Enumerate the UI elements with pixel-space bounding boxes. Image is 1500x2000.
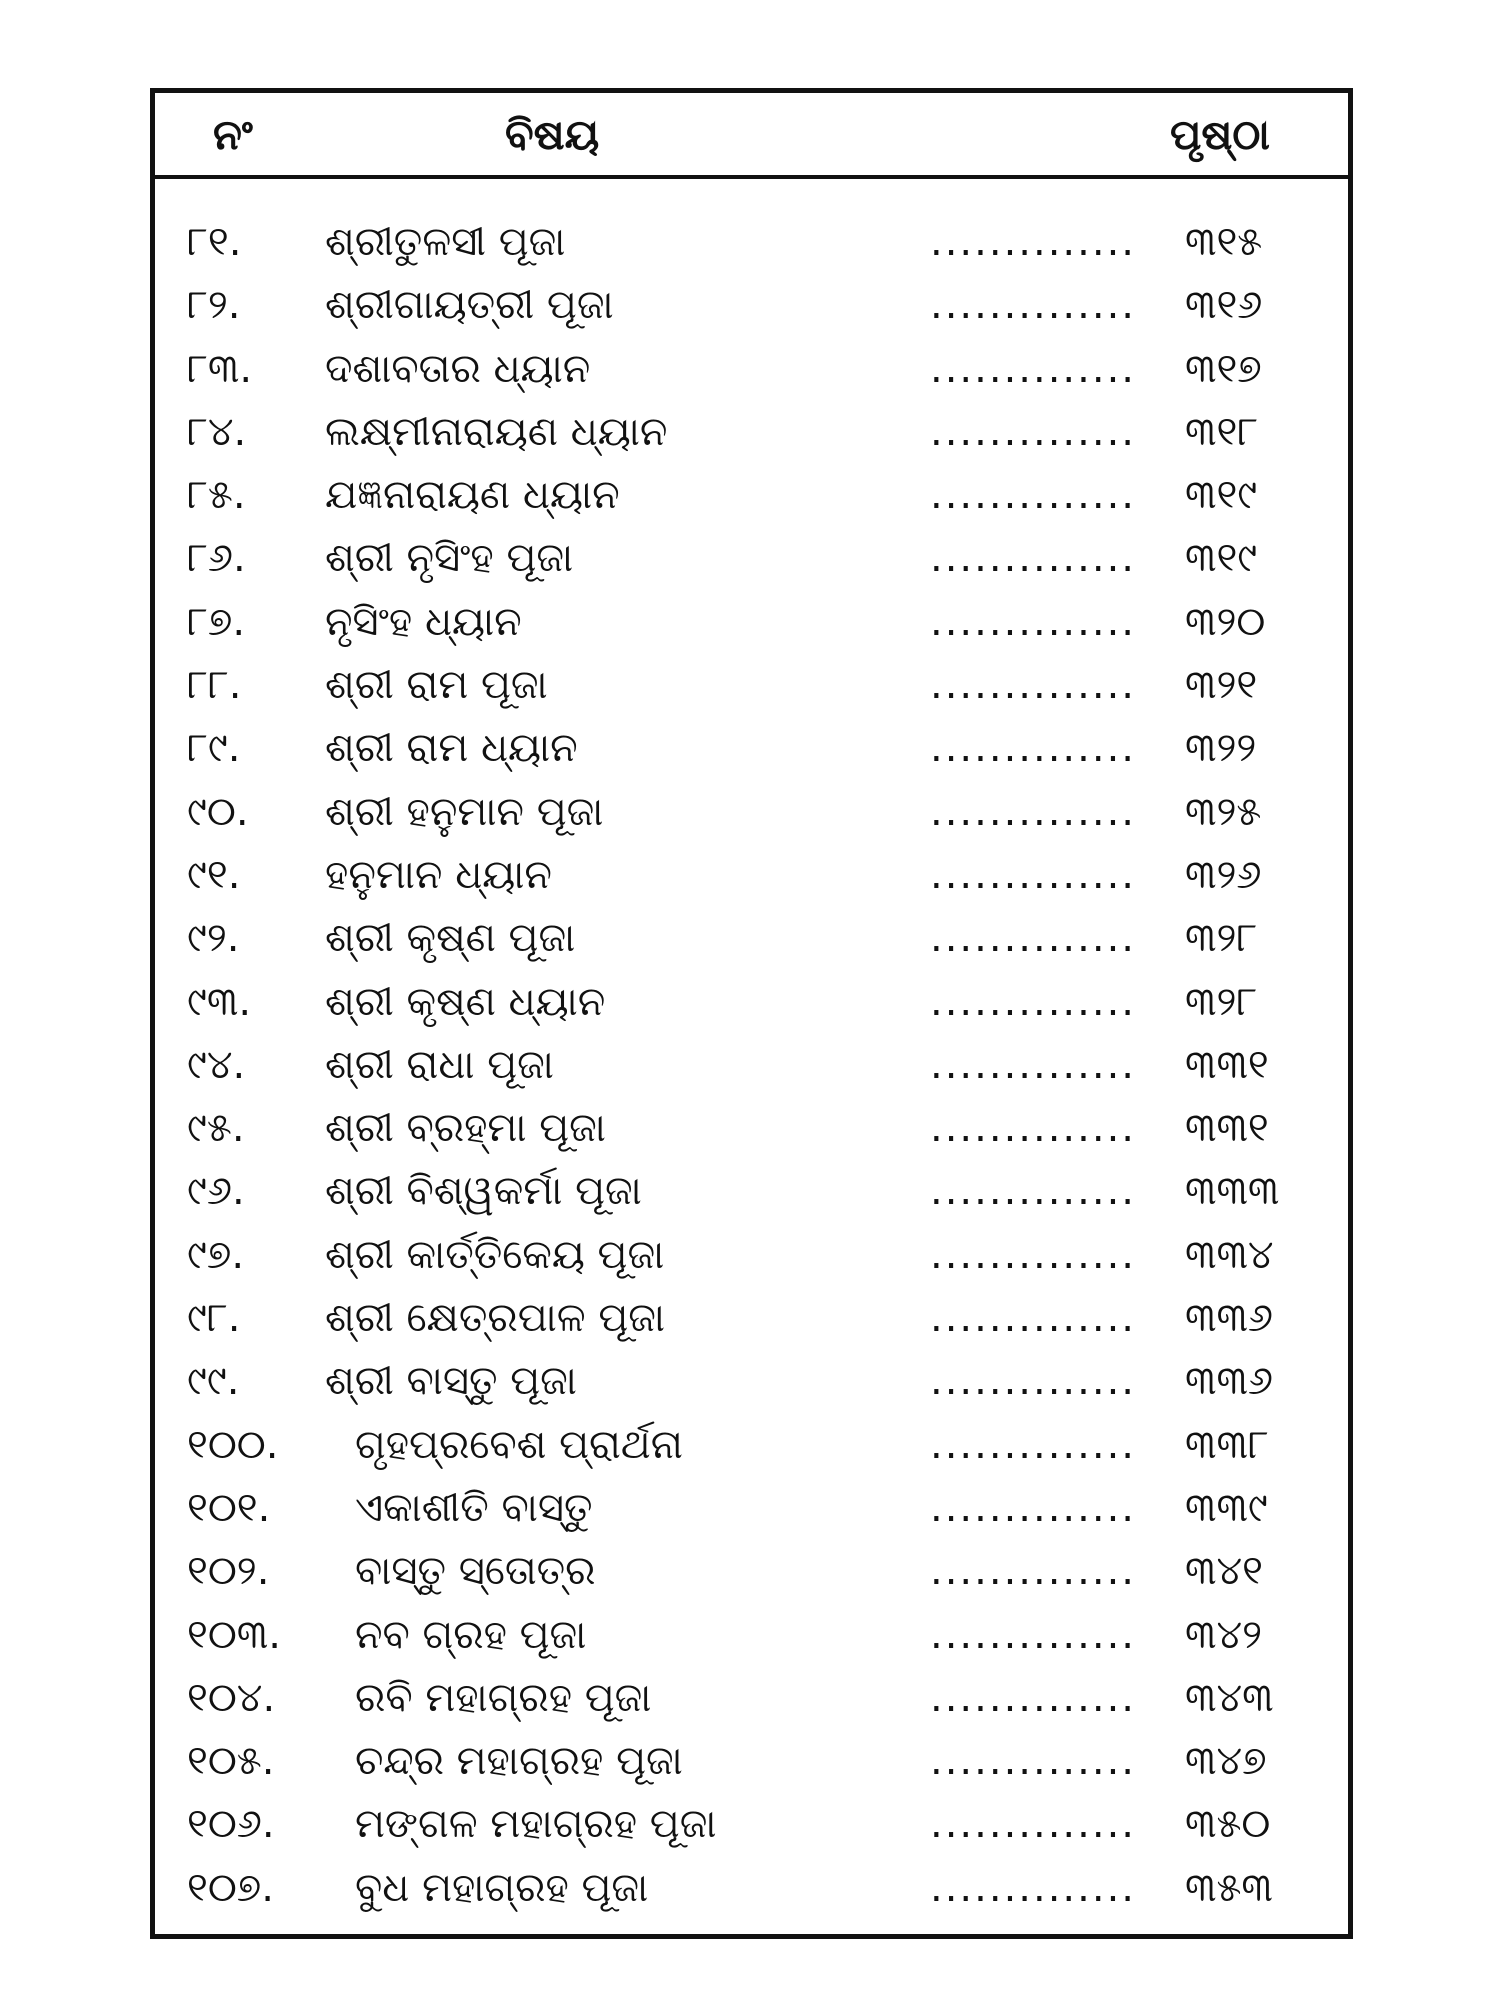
entry-number: ୯୧. (187, 851, 241, 898)
entry-page: ୩୫୦ (1185, 1801, 1271, 1848)
dot-leader: .............. (930, 598, 1137, 645)
entry-number: ୯୬. (187, 1168, 245, 1215)
entry-title: ବାସ୍ତୁ ସ୍ତୋତ୍ର (355, 1548, 596, 1595)
dot-leader: .............. (930, 345, 1137, 392)
dot-leader: .............. (930, 1738, 1137, 1785)
entry-page: ୩୧୮ (1185, 408, 1259, 455)
entry-number: ୮୬. (187, 535, 246, 582)
entry-page: ୩୨୬ (1185, 851, 1262, 898)
entry-title: ଶ୍ରୀ ନୃସିଂହ ପୂଜା (325, 535, 574, 582)
entry-title: ମଙ୍ଗଳ ମହାଗ୍ରହ ପୂଜା (355, 1801, 717, 1848)
entry-page: ୩୩୩ (1185, 1168, 1280, 1215)
entry-page: ୩୨୮ (1185, 978, 1258, 1025)
entry-number: ୯୯. (187, 1358, 240, 1405)
header-number: ନଂ (213, 110, 253, 159)
list-item (155, 1667, 1348, 1730)
list-item (155, 211, 1348, 274)
entry-title: ଶ୍ରୀ ରାଧା ପୂଜା (325, 1041, 554, 1088)
entry-title: ଶ୍ରୀ କାର୍ତ୍ତିକେୟ ପୂଜା (325, 1231, 665, 1278)
entry-page: ୩୩୮ (1185, 1421, 1269, 1468)
entry-title: ବୁଧ ମହାଗ୍ରହ ପୂଜା (355, 1864, 649, 1911)
dot-leader: .............. (930, 472, 1137, 519)
list-item (155, 971, 1348, 1034)
dot-leader: .............. (930, 408, 1137, 455)
dot-leader: .............. (930, 1484, 1137, 1531)
list-item (155, 717, 1348, 780)
entry-title: ଯଜ୍ଞନାରାୟଣ ଧ୍ୟାନ (325, 472, 620, 519)
dot-leader: .............. (930, 915, 1137, 962)
list-item (155, 654, 1348, 717)
dot-leader: .............. (930, 1421, 1137, 1468)
entry-number: ୯୦. (187, 788, 249, 835)
entry-page: ୩୨୫ (1185, 788, 1262, 835)
dot-leader: .............. (930, 1358, 1137, 1405)
entry-page: ୩୧୯ (1185, 472, 1258, 519)
entry-title: ଦଶାବତାର ଧ୍ୟାନ (325, 345, 591, 392)
entry-page: ୩୩୧ (1185, 1041, 1269, 1088)
dot-leader: .............. (930, 1548, 1137, 1595)
list-item (155, 1097, 1348, 1160)
entry-number: ୯୨. (187, 915, 240, 962)
entry-number: ୮୮. (187, 662, 242, 709)
list-item (155, 1034, 1348, 1097)
entry-title: ଗୃହପ୍ରବେଶ ପ୍ରାର୍ଥନା (355, 1421, 683, 1468)
entry-page: ୩୪୧ (1185, 1548, 1263, 1595)
list-item (155, 1793, 1348, 1856)
entry-number: ୧୦୩. (187, 1611, 281, 1658)
entry-number: ୧୦୪. (187, 1674, 276, 1721)
list-item (155, 1160, 1348, 1223)
header-subject: ବିଷୟ (505, 110, 600, 159)
entry-title: ରବି ମହାଗ୍ରହ ପୂଜା (355, 1674, 652, 1721)
entry-number: ୯୪. (187, 1041, 246, 1088)
entry-title: ନବ ଗ୍ରହ ପୂଜା (355, 1611, 587, 1658)
list-item (155, 527, 1348, 590)
entry-number: ୧୦୧. (187, 1484, 271, 1531)
dot-leader: .............. (930, 282, 1137, 329)
entry-page: ୩୨୮ (1185, 915, 1258, 962)
entry-page: ୩୨୦ (1185, 598, 1266, 645)
entry-page: ୩୧୬ (1185, 282, 1263, 329)
dot-leader: .............. (930, 851, 1137, 898)
entry-page: ୩୨୧ (1185, 662, 1258, 709)
dot-leader: .............. (930, 1041, 1137, 1088)
entry-page: ୩୧୭ (1185, 345, 1262, 392)
entry-page: ୩୪୩ (1185, 1674, 1274, 1721)
list-item (155, 274, 1348, 337)
list-item (155, 1540, 1348, 1603)
list-item (155, 1477, 1348, 1540)
list-item (155, 1414, 1348, 1477)
entry-title: ନୃସିଂହ ଧ୍ୟାନ (325, 598, 522, 645)
entry-number: ୮୩. (187, 345, 253, 392)
dot-leader: .............. (930, 1801, 1137, 1848)
entry-page: ୩୩୧ (1185, 1105, 1269, 1152)
entry-number: ୮୭. (187, 598, 246, 645)
list-item (155, 844, 1348, 907)
dot-leader: .............. (930, 535, 1137, 582)
entry-title: ଶ୍ରୀ ବିଶ୍ୱକର୍ମା ପୂଜା (325, 1168, 642, 1215)
list-item (155, 464, 1348, 527)
entry-page: ୩୩୯ (1185, 1484, 1268, 1531)
entry-number: ୮୯. (187, 725, 241, 772)
entry-title: ଶ୍ରୀ ବାସ୍ତୁ ପୂଜା (325, 1358, 577, 1405)
entry-title: ଶ୍ରୀତୁଳସୀ ପୂଜା (325, 219, 566, 265)
list-item (155, 781, 1348, 844)
dot-leader: .............. (930, 788, 1137, 835)
list-item (155, 907, 1348, 970)
entry-title: ଶ୍ରୀ ରାମ ଧ୍ୟାନ (325, 725, 578, 772)
entry-title: ଏକାଶୀତି ବାସ୍ତୁ (355, 1484, 593, 1531)
entry-page: ୩୩୬ (1185, 1358, 1273, 1405)
dot-leader: .............. (930, 662, 1137, 709)
table-header (155, 93, 1348, 179)
entry-title: ଶ୍ରୀଗାୟତ୍ରୀ ପୂଜା (325, 282, 614, 329)
dot-leader: .............. (930, 219, 1137, 265)
entry-page: ୩୩୬ (1185, 1295, 1273, 1342)
entry-page: ୩୩୪ (1185, 1231, 1274, 1278)
entry-title: ଶ୍ରୀ ହନୁମାନ ପୂଜା (325, 788, 604, 835)
entry-number: ୧୦୨. (187, 1548, 270, 1595)
dot-leader: .............. (930, 1105, 1137, 1152)
dot-leader: .............. (930, 1674, 1137, 1721)
entry-number: ୯୩. (187, 978, 252, 1025)
entry-page: ୩୧୫ (1185, 219, 1263, 265)
entry-title: ଚନ୍ଦ୍ର ମହାଗ୍ରହ ପୂଜା (355, 1738, 683, 1785)
entry-number: ୯୭. (187, 1231, 245, 1278)
entry-number: ୧୦୭. (187, 1864, 274, 1911)
list-item (155, 338, 1348, 401)
entry-page: ୩୫୩ (1185, 1864, 1273, 1911)
entry-number: ୮୧. (187, 219, 242, 265)
entry-title: ଶ୍ରୀ କ୍ଷେତ୍ରପାଳ ପୂଜା (325, 1295, 666, 1342)
entry-page: ୩୪୨ (1185, 1611, 1262, 1658)
list-item (155, 591, 1348, 654)
entry-title: ଶ୍ରୀ କୃଷ୍ଣ ପୂଜା (325, 915, 576, 962)
entry-number: ୮୨. (187, 282, 241, 329)
dot-leader: .............. (930, 1864, 1137, 1911)
list-item (155, 1604, 1348, 1667)
header-page: ପୃଷ୍ଠା (1169, 110, 1270, 159)
dot-leader: .............. (930, 1295, 1137, 1342)
entry-title: ଶ୍ରୀ ରାମ ପୂଜା (325, 662, 548, 709)
entry-title: ହନୁମାନ ଧ୍ୟାନ (325, 851, 552, 898)
entry-number: ୧୦୫. (187, 1738, 275, 1785)
list-item (155, 1730, 1348, 1793)
entry-number: ୮୪. (187, 408, 247, 455)
dot-leader: .............. (930, 1168, 1137, 1215)
dot-leader: .............. (930, 1231, 1137, 1278)
entry-number: ୯୫. (187, 1105, 245, 1152)
entry-page: ୩୪୭ (1185, 1738, 1267, 1785)
entry-title: ଲକ୍ଷ୍ମୀନାରାୟଣ ଧ୍ୟାନ (325, 408, 668, 455)
entry-number: ୧୦୦. (187, 1421, 279, 1468)
entry-number: ୧୦୬. (187, 1801, 275, 1848)
list-item (155, 401, 1348, 464)
entry-title: ଶ୍ରୀ କୃଷ୍ଣ ଧ୍ୟାନ (325, 978, 606, 1025)
entry-page: ୩୨୨ (1185, 725, 1257, 772)
contents-frame (150, 88, 1353, 1939)
list-item (155, 1350, 1348, 1413)
dot-leader: .............. (930, 978, 1137, 1025)
entry-title: ଶ୍ରୀ ବ୍ରହ୍ମା ପୂଜା (325, 1105, 606, 1152)
list-item (155, 1224, 1348, 1287)
dot-leader: .............. (930, 725, 1137, 772)
dot-leader: .............. (930, 1611, 1137, 1658)
entry-number: ୮୫. (187, 472, 246, 519)
entry-number: ୯୮. (187, 1295, 241, 1342)
list-item (155, 1287, 1348, 1350)
entry-page: ୩୧୯ (1185, 535, 1258, 582)
contents-list (155, 211, 1348, 1920)
list-item (155, 1857, 1348, 1920)
